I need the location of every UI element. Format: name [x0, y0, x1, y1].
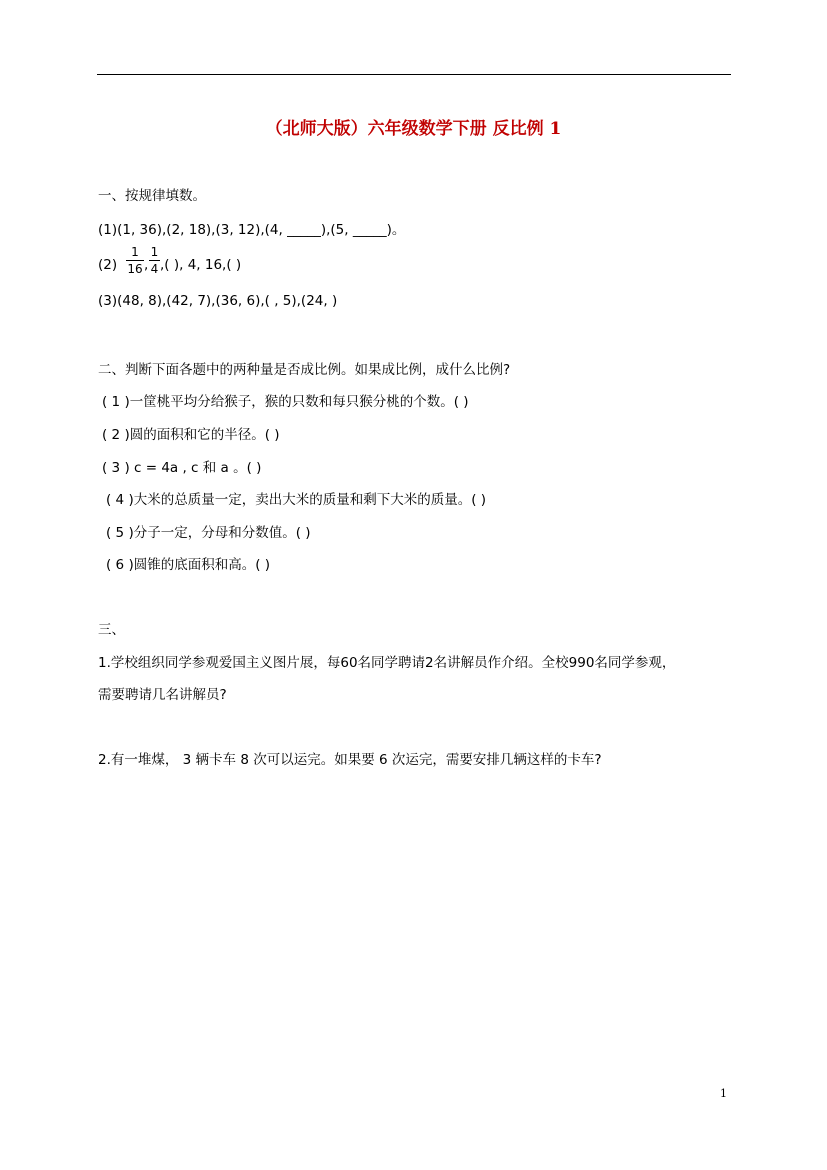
section2-item-5: ( 5 )分子一定，分母和分数值。( ) — [106, 525, 311, 541]
header-rule — [97, 74, 731, 75]
section3-problem-1-line-1: 1.学校组织同学参观爱国主义图片展，每60名同学聘请2名讲解员作介绍。全校990名同学参观， — [98, 655, 676, 671]
fraction-denominator: 4 — [150, 262, 159, 276]
section2-item-4: ( 4 )大米的总质量一定，卖出大米的质量和剩下大米的质量。( ) — [106, 492, 487, 508]
fraction-numerator: 1 — [150, 245, 159, 259]
section2-heading: 二、判断下面各题中的两种量是否成比例。如果成比例，成什么比例? — [98, 362, 511, 378]
section2-item-3: ( 3 ) c = 4a , c 和 a 。( ) — [102, 460, 262, 476]
q2-prefix: (2) — [98, 257, 118, 273]
section2-item-1: ( 1 )一筐桃平均分给猴子，猴的只数和每只猴分桃的个数。( ) — [102, 394, 469, 410]
fraction-1-16 — [126, 244, 144, 277]
fraction-denominator: 16 — [127, 262, 143, 276]
fraction-1-4 — [149, 244, 160, 277]
fraction-numerator: 1 — [131, 245, 139, 259]
page-title: （北师大版）六年级数学下册 反比例 1 — [265, 119, 562, 139]
section1-question-1: (1)(1, 36),(2, 18),(3, 12),(4, _____),(5, _____)。 — [98, 222, 406, 238]
section3-problem-2: 2.有一堆煤， 3 辆卡车 8 次可以运完。如果要 6 次运完，需要安排几辆这样的卡车? — [98, 752, 602, 768]
q2-rest: ,( ), 4, 16,( ) — [160, 257, 242, 273]
section3-heading: 三、 — [98, 622, 125, 638]
q2-separator: , — [144, 257, 149, 273]
section3-problem-1-line-2: 需要聘请几名讲解员? — [98, 687, 227, 703]
section2-item-6: ( 6 )圆锥的底面积和高。( ) — [106, 557, 271, 573]
page-number: 1 — [720, 1087, 727, 1100]
section1-question-3: (3)(48, 8),(42, 7),(36, 6),( , 5),(24, ) — [98, 293, 338, 309]
section1-heading: 一、按规律填数。 — [98, 188, 206, 204]
section2-item-2: ( 2 )圆的面积和它的半径。( ) — [102, 427, 280, 443]
